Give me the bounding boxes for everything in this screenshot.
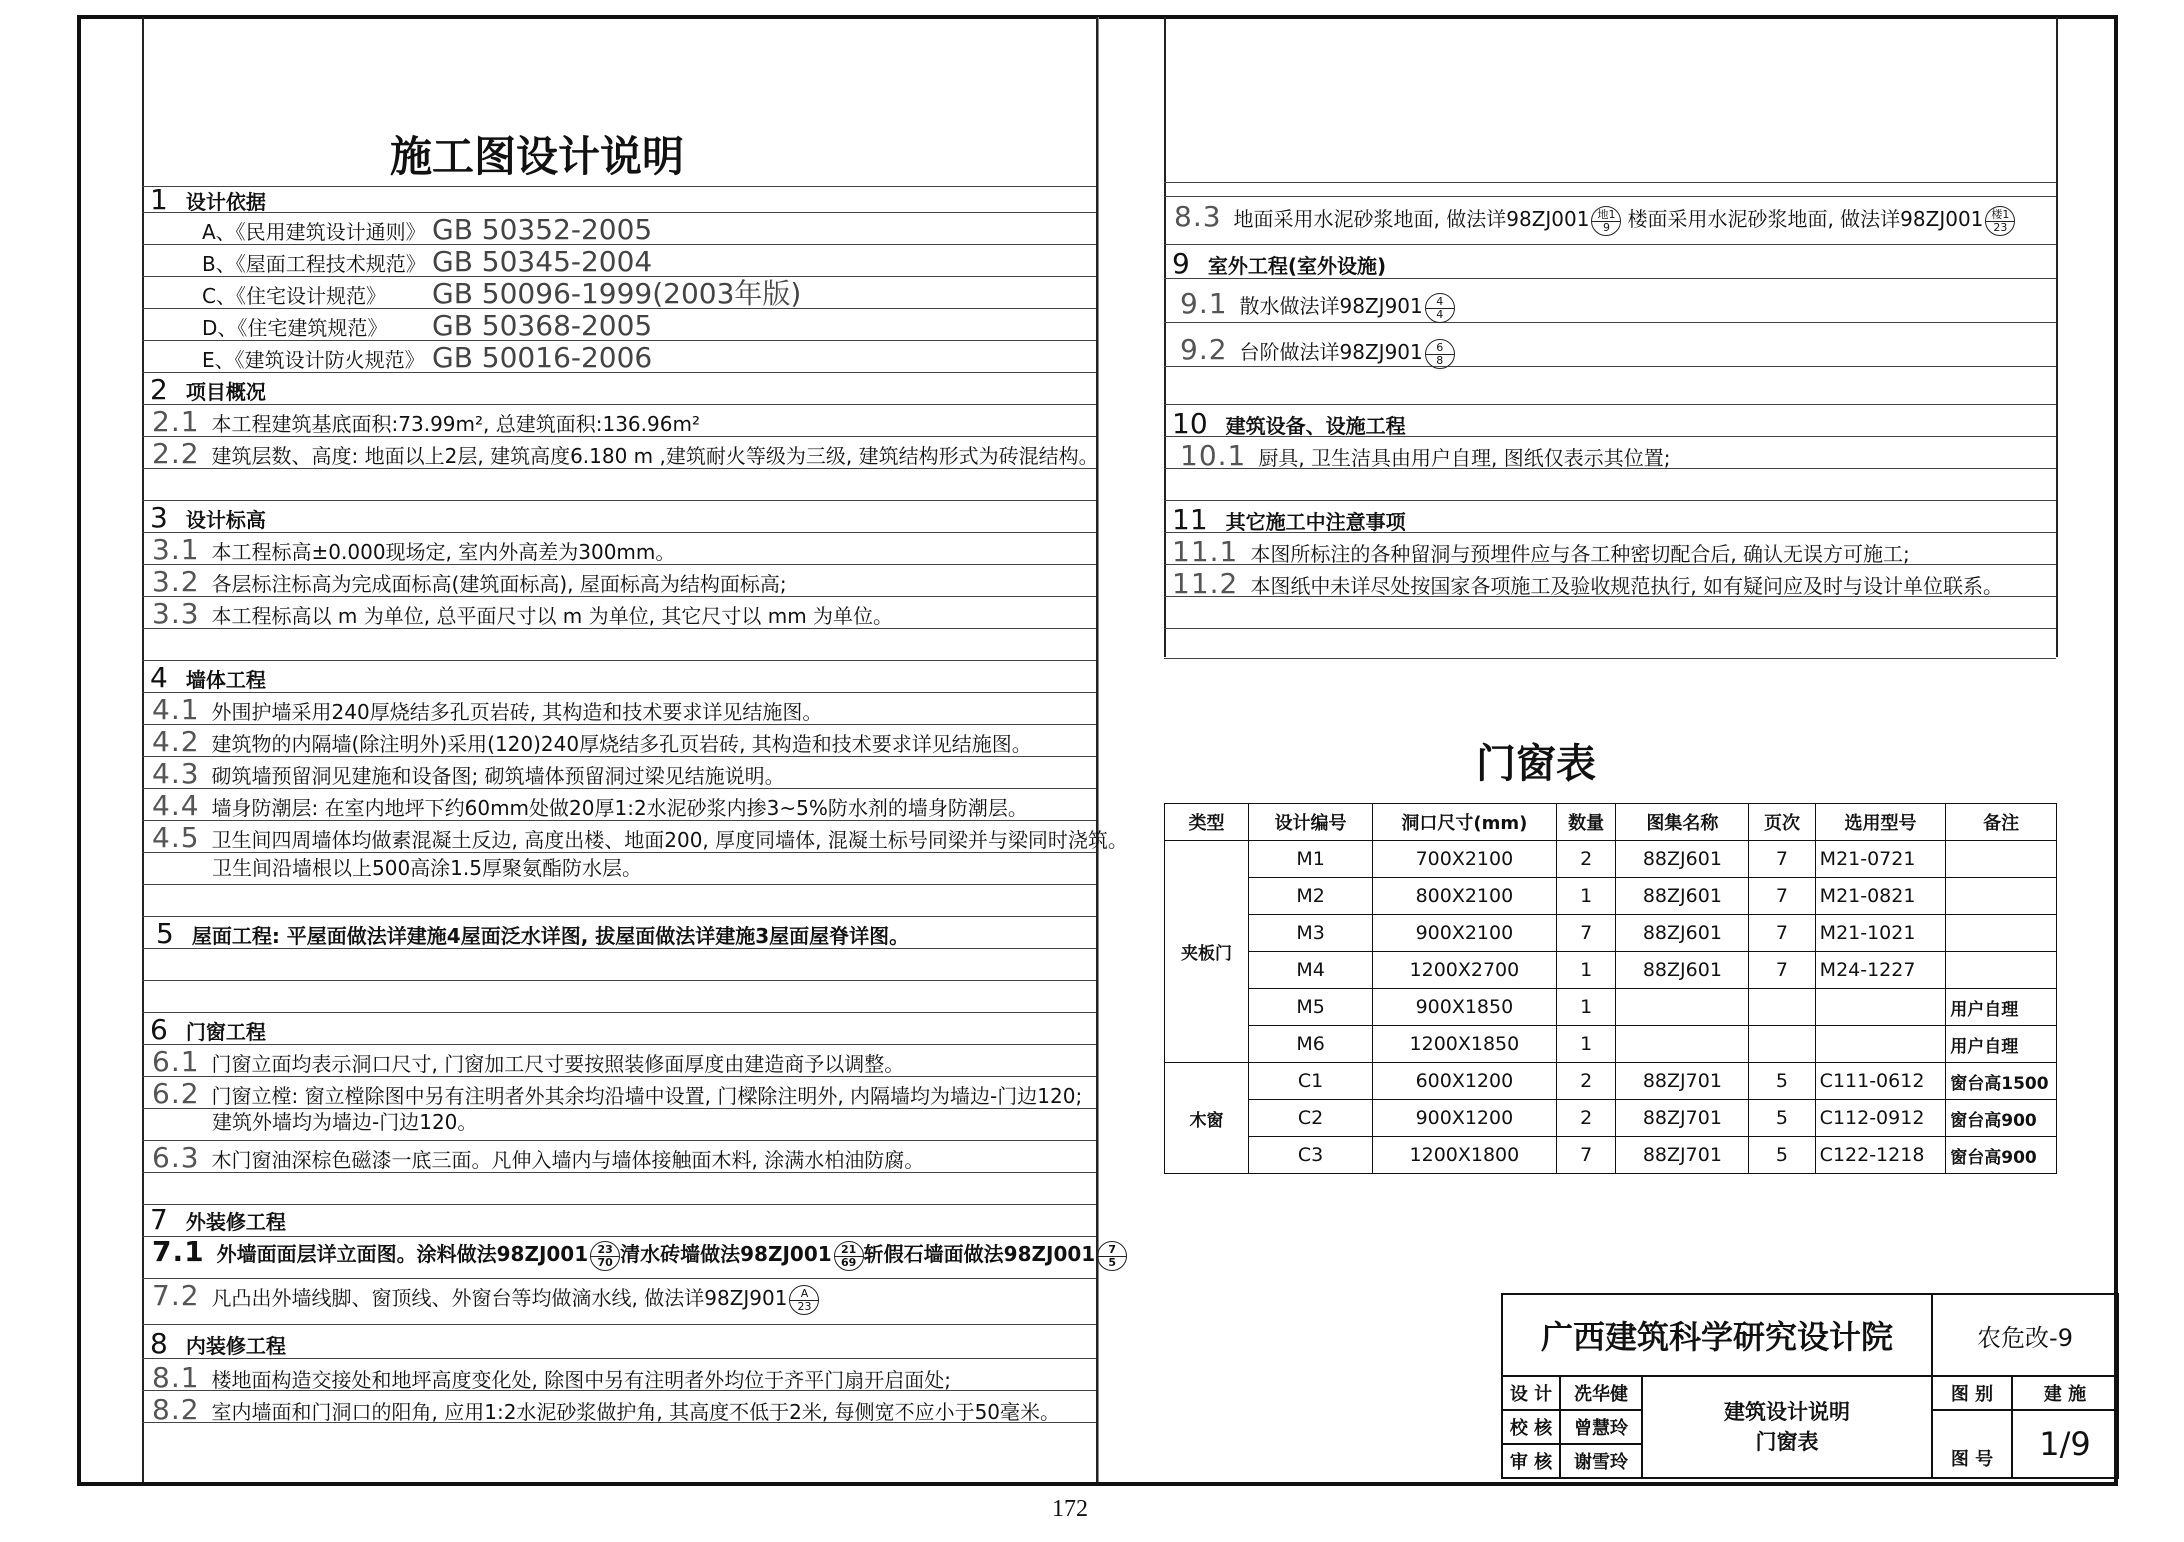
ruled-line xyxy=(142,1172,1096,1173)
ruled-line xyxy=(142,532,1096,533)
item-7-2: 7.2 凡凸出外墙线脚、窗顶线、外窗台等均做滴水线, 做法详98ZJ901 $\frac{A}{23}$ xyxy=(152,1282,819,1315)
ruled-line xyxy=(142,564,1096,565)
column-header: 页次 xyxy=(1749,804,1815,841)
ruled-line xyxy=(1164,500,2056,501)
item-6-2: 6.2 门窗立樘: 窗立樘除图中另有注明者外其余均沿墙中设置, 门樑除注明外, 内隔墙均为墙边-门边120; xyxy=(152,1077,1083,1110)
ruled-line xyxy=(142,660,1096,661)
table-row xyxy=(1165,1063,2057,1100)
type-value: 建 施 xyxy=(2012,1376,2118,1410)
table-cell: M21-0821 xyxy=(1815,878,1946,915)
no-value: 1/9 xyxy=(2012,1410,2118,1478)
standard-item: D、《住宅建筑规范》 GB 50368-2005 xyxy=(202,309,653,342)
ruled-line xyxy=(142,1204,1096,1205)
table-cell: 88ZJ701 xyxy=(1616,1100,1749,1137)
table-cell: 1200X1850 xyxy=(1373,1026,1557,1063)
table-row xyxy=(1165,1100,2057,1137)
table-cell: 1200X2700 xyxy=(1373,952,1557,989)
table-cell xyxy=(1616,989,1749,1026)
table-cell: 7 xyxy=(1556,1137,1616,1174)
ruled-line xyxy=(142,468,1096,469)
table-cell: 1 xyxy=(1556,878,1616,915)
standard-item: A、《民用建筑设计通则》 GB 50352-2005 xyxy=(202,213,653,246)
item-8-1: 8.1 楼地面构造交接处和地坪高度变化处, 除图中另有注明者外均位于齐平门扇开启面处; xyxy=(152,1361,951,1394)
table-cell xyxy=(1749,1026,1815,1063)
ruled-line xyxy=(1164,658,2056,659)
table-cell: 1 xyxy=(1556,989,1616,1026)
table-cell: 2 xyxy=(1556,1100,1616,1137)
table-cell: 900X2100 xyxy=(1373,915,1557,952)
column-header: 洞口尺寸(mm) xyxy=(1373,804,1557,841)
table-cell: 用户自理 xyxy=(1946,989,2057,1026)
item-11-1: 11.1 本图所标注的各种留洞与预埋件应与各工种密切配合后, 确认无误方可施工; xyxy=(1172,535,1910,568)
detail-reference-symbol: $\frac{21}{69}$ xyxy=(834,1241,864,1271)
table-cell: 88ZJ601 xyxy=(1616,841,1749,878)
table-cell xyxy=(1946,952,2057,989)
table-cell: M24-1227 xyxy=(1815,952,1946,989)
ruled-line xyxy=(142,596,1096,597)
ruled-line xyxy=(142,628,1096,629)
ruled-line xyxy=(1164,182,2056,183)
table-cell: 2 xyxy=(1556,841,1616,878)
section-10-heading: 10 建筑设备、设施工程 xyxy=(1172,407,1406,440)
item-4-5-continued: 卫生间沿墙根以上500高涂1.5厚聚氨酯防水层。 xyxy=(212,856,642,880)
table-row xyxy=(1165,915,2057,952)
section-1-heading: 1 设计依据 xyxy=(150,183,266,216)
table-cell: C3 xyxy=(1249,1137,1373,1174)
table-cell: 7 xyxy=(1556,915,1616,952)
detail-reference-symbol: 地1 9 xyxy=(1591,206,1621,236)
table-cell: 窗台高1500 xyxy=(1946,1063,2057,1100)
ruled-line xyxy=(142,788,1096,789)
type-label: 图 别 xyxy=(1932,1376,2012,1410)
table-cell: 88ZJ601 xyxy=(1616,952,1749,989)
table-cell xyxy=(1749,989,1815,1026)
table-row xyxy=(1165,952,2057,989)
table-cell: C1 xyxy=(1249,1063,1373,1100)
detail-reference-symbol: 楼1 23 xyxy=(1985,206,2015,236)
ruled-line xyxy=(142,1044,1096,1045)
table-cell: 5 xyxy=(1749,1137,1815,1174)
role-person: 谢雪玲 xyxy=(1560,1444,1642,1478)
page-title: 施工图设计说明 xyxy=(390,132,685,181)
ruled-line xyxy=(142,500,1096,501)
ruled-line xyxy=(1164,628,2056,629)
table-row xyxy=(1165,1137,2057,1174)
table-cell: 7 xyxy=(1749,841,1815,878)
table-cell: 7 xyxy=(1749,878,1815,915)
table-cell xyxy=(1946,841,2057,878)
ruled-line xyxy=(142,1076,1096,1077)
table-cell: C112-0912 xyxy=(1815,1100,1946,1137)
ruled-line xyxy=(142,1012,1096,1013)
table-cell: 1 xyxy=(1556,1026,1616,1063)
item-6-3: 6.3 木门窗油深棕色磁漆一底三面。凡伸入墙内与墙体接触面木料, 涂满水柏油防腐。 xyxy=(152,1141,925,1174)
table-cell: C2 xyxy=(1249,1100,1373,1137)
section-9-heading: 9 室外工程(室外设施) xyxy=(1172,247,1387,280)
ruled-line xyxy=(1164,278,2056,279)
ruled-line xyxy=(142,436,1096,437)
table-cell: 5 xyxy=(1749,1063,1815,1100)
table-cell: 900X1200 xyxy=(1373,1100,1557,1137)
door-window-table xyxy=(1164,803,2057,1174)
item-4-4: 4.4 墙身防潮层: 在室内地坪下约60mm处做20厚1:2水泥砂浆内掺3~5%防水剂的墙身防潮层。 xyxy=(152,789,1028,822)
table-row xyxy=(1165,841,2057,878)
table-cell: M1 xyxy=(1249,841,1373,878)
door-window-table-title: 门窗表 xyxy=(1476,741,1596,787)
section-6-heading: 6 门窗工程 xyxy=(150,1013,266,1046)
ruled-line xyxy=(1164,244,2056,245)
standard-item: E、《建筑设计防火规范》 GB 50016-2006 xyxy=(202,341,653,374)
table-cell: 1200X1800 xyxy=(1373,1137,1557,1174)
item-4-2: 4.2 建筑物的内隔墙(除注明外)采用(120)240厚烧结多孔页岩砖, 其构造和技术要求详见结施图。 xyxy=(152,725,1032,758)
section-5-heading: 5 屋面工程: 平屋面做法详建施4屋面泛水详图, 拔屋面做法详建施3屋面屋脊详图。 xyxy=(156,917,910,950)
table-row xyxy=(1165,878,2057,915)
table-cell: 窗台高900 xyxy=(1946,1100,2057,1137)
role-label: 校 核 xyxy=(1502,1410,1560,1444)
table-cell: 窗台高900 xyxy=(1946,1137,2057,1174)
ruled-line xyxy=(1164,196,2056,197)
table-cell: 88ZJ601 xyxy=(1616,878,1749,915)
no-label: 图 号 xyxy=(1932,1410,2012,1478)
item-4-1: 4.1 外围护墙采用240厚烧结多孔页岩砖, 其构造和技术要求详见结施图。 xyxy=(152,693,823,726)
item-3-3: 3.3 本工程标高以 m 为单位, 总平面尺寸以 m 为单位, 其它尺寸以 mm 为单位。 xyxy=(152,597,894,630)
table-cell: C122-1218 xyxy=(1815,1137,1946,1174)
table-cell: C111-0612 xyxy=(1815,1063,1946,1100)
section-4-heading: 4 墙体工程 xyxy=(150,661,266,694)
table-cell: 7 xyxy=(1749,952,1815,989)
table-cell: 1 xyxy=(1556,952,1616,989)
table-cell: M2 xyxy=(1249,878,1373,915)
table-cell: 2 xyxy=(1556,1063,1616,1100)
table-cell: M4 xyxy=(1249,952,1373,989)
ruled-line xyxy=(142,820,1096,821)
table-cell xyxy=(1815,1026,1946,1063)
ruled-line xyxy=(1164,404,2056,405)
ruled-line xyxy=(142,980,1096,981)
item-4-5: 4.5 卫生间四周墙体均做素混凝土反边, 高度出楼、地面200, 厚度同墙体, 混凝土标号同梁并与梁同时浇筑。 xyxy=(152,821,1128,854)
item-7-1: 7.1 外墙面面层详立面图。涂料做法98ZJ001 $\frac{23}{70}$ 清水砖墙做法98ZJ001 $\frac{21}{69}$ 斩假石墙面做法98ZJ001 $\frac{7}{5}$ xyxy=(152,1238,1127,1271)
standard-item: B、《屋面工程技术规范》 GB 50345-2004 xyxy=(202,245,653,278)
table-cell: 用户自理 xyxy=(1946,1026,2057,1063)
ruled-line xyxy=(142,724,1096,725)
ruled-line xyxy=(142,948,1096,949)
table-cell: M21-0721 xyxy=(1815,841,1946,878)
section-3-heading: 3 设计标高 xyxy=(150,501,266,534)
type-cell: 木窗 xyxy=(1165,1063,1249,1174)
item-2-2: 2.2 建筑层数、高度: 地面以上2层, 建筑高度6.180 m ,建筑耐火等级为三级, 建筑结构形式为砖混结构。 xyxy=(152,437,1099,470)
table-cell: 7 xyxy=(1749,915,1815,952)
ruled-line xyxy=(142,1278,1096,1279)
ruled-line xyxy=(142,1108,1096,1109)
table-cell xyxy=(1815,989,1946,1026)
section-8-heading: 8 内装修工程 xyxy=(150,1327,286,1360)
table-cell: 88ZJ701 xyxy=(1616,1063,1749,1100)
item-3-2: 3.2 各层标注标高为完成面标高(建筑面标高), 屋面标高为结构面标高; xyxy=(152,565,787,598)
item-9-2: 9.2 台阶做法详98ZJ901 $\frac{6}{8}$ xyxy=(1180,336,1455,369)
institute-name: 广西建筑科学研究设计院 xyxy=(1502,1294,1932,1376)
ruled-line xyxy=(142,1358,1096,1359)
ruled-line xyxy=(142,852,1096,853)
table-cell: 88ZJ701 xyxy=(1616,1137,1749,1174)
role-label: 审 核 xyxy=(1502,1444,1560,1478)
table-cell xyxy=(1946,915,2057,952)
item-8-2: 8.2 室内墙面和门洞口的阳角, 应用1:2水泥砂浆做护角, 其高度不低于2米, 每侧宽不应小于50毫米。 xyxy=(152,1393,1061,1426)
detail-reference-symbol: $\frac{4}{4}$ xyxy=(1425,293,1455,323)
table-cell: M3 xyxy=(1249,915,1373,952)
column-header: 选用型号 xyxy=(1815,804,1946,841)
table-cell: 5 xyxy=(1749,1100,1815,1137)
section-7-heading: 7 外装修工程 xyxy=(150,1203,286,1236)
table-cell: M5 xyxy=(1249,989,1373,1026)
column-header: 备注 xyxy=(1946,804,2057,841)
table-cell: 700X2100 xyxy=(1373,841,1557,878)
column-header: 设计编号 xyxy=(1249,804,1373,841)
section-11-heading: 11 其它施工中注意事项 xyxy=(1172,503,1406,536)
detail-reference-symbol: $\frac{7}{5}$ xyxy=(1097,1241,1127,1271)
table-cell: 800X2100 xyxy=(1373,878,1557,915)
ruled-line xyxy=(142,1236,1096,1237)
detail-reference-symbol: $\frac{A}{23}$ xyxy=(789,1285,819,1315)
table-cell: M6 xyxy=(1249,1026,1373,1063)
type-cell: 夹板门 xyxy=(1165,841,1249,1063)
item-8-3: 8.3 地面采用水泥砂浆地面, 做法详98ZJ001 地1 9 楼面采用水泥砂浆地面, 做法详98ZJ001 楼1 23 xyxy=(1174,203,2015,236)
role-label: 设 计 xyxy=(1502,1376,1560,1410)
item-2-1: 2.1 本工程建筑基底面积:73.99m², 总建筑面积:136.96m² xyxy=(152,405,700,438)
table-cell: 88ZJ601 xyxy=(1616,915,1749,952)
right-column-right-border xyxy=(2056,17,2058,657)
ruled-line xyxy=(142,1324,1096,1325)
column-header: 数量 xyxy=(1556,804,1616,841)
project-code: 农危改-9 xyxy=(1932,1294,2118,1376)
item-10-1: 10.1 厨具, 卫生洁具由用户自理, 图纸仅表示其位置; xyxy=(1180,439,1671,472)
table-row xyxy=(1165,1026,2057,1063)
table-row xyxy=(1165,989,2057,1026)
ruled-line xyxy=(142,692,1096,693)
detail-reference-symbol: $\frac{6}{8}$ xyxy=(1425,339,1455,369)
ruled-line xyxy=(142,916,1096,917)
ruled-line xyxy=(142,186,1096,187)
table-cell: M21-1021 xyxy=(1815,915,1946,952)
column-header: 类型 xyxy=(1165,804,1249,841)
item-6-2-continued: 建筑外墙均为墙边-门边120。 xyxy=(212,1110,478,1134)
title-block xyxy=(1501,1293,2119,1479)
column-header: 图集名称 xyxy=(1616,804,1749,841)
detail-reference-symbol: $\frac{23}{70}$ xyxy=(590,1241,620,1271)
ruled-line xyxy=(142,404,1096,405)
table-cell xyxy=(1946,878,2057,915)
item-9-1: 9.1 散水做法详98ZJ901 $\frac{4}{4}$ xyxy=(1180,290,1455,323)
page-number: 172 xyxy=(1052,1496,1088,1522)
item-11-2: 11.2 本图纸中未详尽处按国家各项施工及验收规范执行, 如有疑问应及时与设计单位联系。 xyxy=(1172,567,2004,600)
ruled-line xyxy=(142,884,1096,885)
ruled-line xyxy=(142,1140,1096,1141)
item-3-1: 3.1 本工程标高±0.000现场定, 室内外高差为300mm。 xyxy=(152,533,676,566)
standard-item: C、《住宅设计规范》 GB 50096-1999(2003年版) xyxy=(202,277,802,310)
section-2-heading: 2 项目概况 xyxy=(150,373,266,406)
table-cell: 600X1200 xyxy=(1373,1063,1557,1100)
ruled-line xyxy=(142,756,1096,757)
table-cell xyxy=(1616,1026,1749,1063)
role-person: 曾慧玲 xyxy=(1560,1410,1642,1444)
table-header-row xyxy=(1165,804,2057,841)
door-window-table-body xyxy=(1165,841,2057,1174)
drawing-title: 建筑设计说明 门窗表 xyxy=(1642,1376,1932,1478)
right-column-left-border xyxy=(1164,17,1166,657)
table-cell: 900X1850 xyxy=(1373,989,1557,1026)
item-4-3: 4.3 砌筑墙预留洞见建施和设备图; 砌筑墙体预留洞过梁见结施说明。 xyxy=(152,757,785,790)
role-person: 冼华健 xyxy=(1560,1376,1642,1410)
item-6-1: 6.1 门窗立面均表示洞口尺寸, 门窗加工尺寸要按照装修面厚度由建造商予以调整。 xyxy=(152,1045,905,1078)
left-column-left-border xyxy=(142,17,144,1482)
